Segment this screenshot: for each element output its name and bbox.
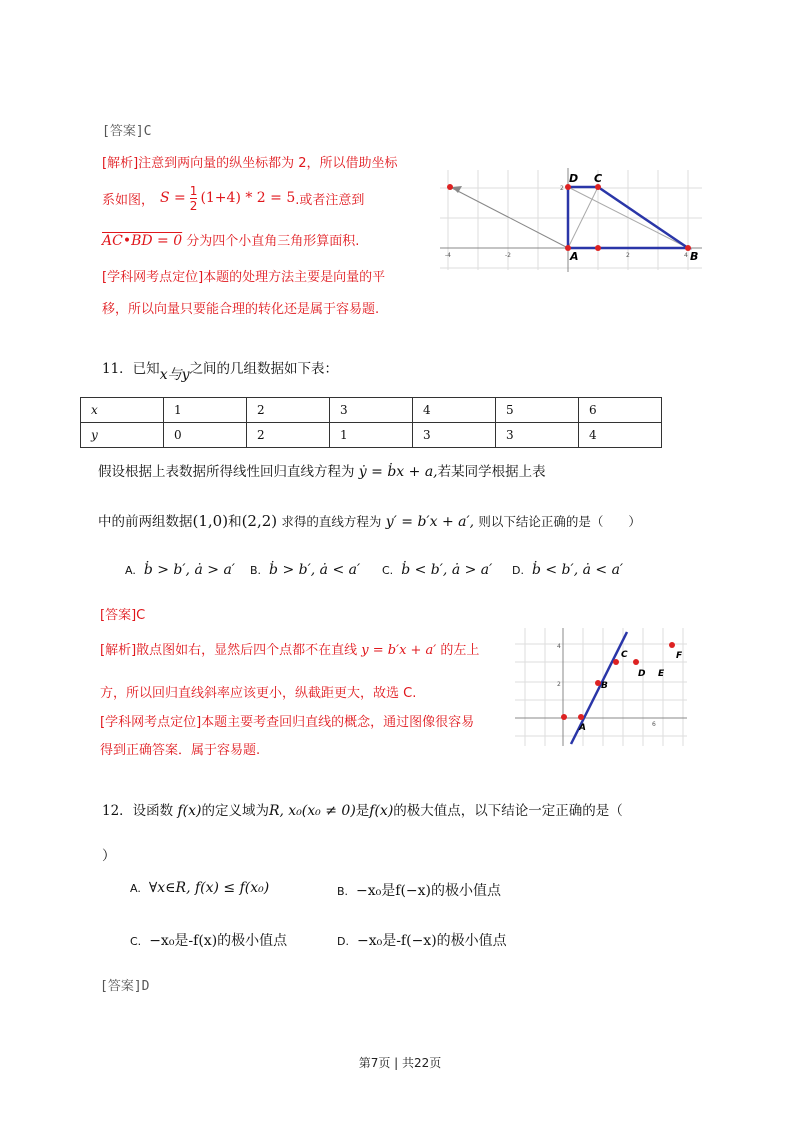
- q12-stem-mid: 的定义域为: [201, 803, 269, 819]
- q10-formula-lhs: S =: [160, 190, 186, 206]
- q11-analysis-equation: y = b′x + a′: [361, 643, 437, 658]
- q10-dot-expression: AC•BD = 0: [102, 233, 183, 249]
- q11-tick-y2: 2: [557, 681, 561, 688]
- q12-option-a: [130, 880, 269, 896]
- q11-line2-prefix: 中的前两组数据: [98, 514, 193, 530]
- q11-option-b: [250, 562, 360, 578]
- q12-stem-close: ）: [102, 848, 116, 864]
- q10-analysis-line2-prefix: 系如图，: [102, 192, 155, 208]
- option-letter: B.: [250, 564, 262, 577]
- q11-label-e: E: [658, 669, 665, 679]
- q12-option-d: [337, 930, 507, 950]
- q11-student-equation: y′ = b′x + a′,: [385, 514, 475, 530]
- q10-tick-2: 2: [626, 252, 630, 259]
- q12-stem-fx2: f(x): [369, 803, 394, 819]
- q10-formula-rhs: (1+4) * 2 = 5: [200, 190, 296, 206]
- option-letter: A.: [125, 564, 136, 577]
- q10-fraction-denominator: 2: [189, 198, 198, 213]
- q11-option-c: [382, 562, 492, 578]
- q11-point-line1: [学科网考点定位]本题主要考查回归直线的概念，通过图像很容易: [100, 715, 475, 730]
- option-letter: C.: [130, 935, 142, 948]
- q10-analysis-line3-suffix: 分为四个小直角三角形算面积.: [186, 234, 360, 249]
- q11-regression-equation: ẏ = ḃx + a,: [358, 464, 438, 480]
- q11-option-d: [512, 562, 623, 578]
- q12-stem-x0: x₀(x₀ ≠ 0): [288, 803, 356, 819]
- option-expression: ḃ > b′, ȧ > a′: [143, 562, 235, 578]
- q11-line1-suffix: 若某同学根据上表: [437, 464, 546, 480]
- q10-label-d: D: [569, 172, 579, 185]
- q12-option-c: [130, 930, 287, 950]
- q12-stem: [102, 799, 623, 819]
- q11-answer: [答案]C: [100, 608, 146, 623]
- q10-analysis-line2: [102, 180, 432, 216]
- table-cell: 6: [578, 398, 661, 423]
- table-cell: 4: [412, 398, 495, 423]
- q11-line2-mid: 求得的直线方程为: [281, 514, 382, 529]
- q10-fraction-numerator: 1: [189, 183, 198, 198]
- q12-answer: [答案]D: [100, 979, 150, 994]
- q10-formula-fraction: [190, 184, 198, 213]
- q11-label-f: F: [676, 651, 683, 661]
- q11-analysis-line1-prefix: [解析]散点图如右，显然后四个点都不在直线: [100, 643, 358, 658]
- q11-tick-y4: 4: [557, 643, 561, 650]
- q10-point-line2: 移，所以向量只要能合理的转化还是属于容易题.: [102, 302, 380, 317]
- q11-option-a: [125, 562, 235, 578]
- q11-stem-vars: x与y: [159, 367, 190, 383]
- q10-label-a: A: [570, 250, 579, 263]
- q11-point-line2: 得到正确答案．属于容易题.: [100, 743, 261, 758]
- q11-analysis-line1-suffix: 的左上: [440, 643, 480, 658]
- option-expression: ḃ < b′, ȧ < a′: [531, 562, 624, 578]
- q11-point2: (2,2): [241, 512, 278, 530]
- q10-tick-4: 4: [684, 252, 688, 259]
- q10-tick-neg4: -4: [445, 252, 451, 259]
- table-cell: 3: [412, 423, 495, 448]
- q10-analysis-line3: [102, 230, 359, 249]
- q12-stem-r: R,: [269, 803, 284, 819]
- option-letter: B.: [337, 885, 349, 898]
- q10-answer: [答案]C: [102, 124, 152, 139]
- q11-line2-suffix: 则以下结论正确的是（ ）: [478, 514, 641, 529]
- table-cell: 2: [246, 398, 329, 423]
- page-footer: 第7页 | 共22页: [358, 1056, 442, 1070]
- q12-stem-prefix: 12．设函数: [102, 803, 174, 819]
- q10-point-line1: [学科网考点定位]本题的处理方法主要是向量的平: [102, 270, 386, 285]
- table-cell: 0: [163, 423, 246, 448]
- q11-line2: [98, 510, 641, 530]
- option-expression: ḃ < b′, ȧ > a′: [401, 562, 493, 578]
- q11-point1: (1,0): [192, 512, 229, 530]
- option-letter: D.: [337, 935, 349, 948]
- q11-data-table: [80, 397, 662, 448]
- q11-label-d: D: [638, 669, 646, 679]
- table-cell: 1: [163, 398, 246, 423]
- q12-stem-fx: f(x): [177, 803, 202, 819]
- q10-analysis-line1: [解析]注意到两向量的纵坐标都为 2，所以借助坐标: [102, 156, 398, 171]
- option-letter: C.: [382, 564, 394, 577]
- table-cell: 4: [578, 423, 661, 448]
- q11-stem-prefix: 11．已知: [102, 361, 160, 377]
- q11-analysis-line1: [100, 639, 479, 658]
- q11-label-c: C: [621, 650, 628, 660]
- option-expression: −x₀是-f(−x)的极小值点: [356, 933, 507, 949]
- table-row-header: x: [81, 398, 164, 423]
- q12-stem-suffix: 的极大值点，以下结论一定正确的是（: [393, 803, 623, 819]
- table-row-header: y: [81, 423, 164, 448]
- q11-line1-prefix: 假设根据上表数据所得线性回归直线方程为: [98, 464, 355, 480]
- q10-analysis-line2-suffix: .或者注意到: [295, 192, 365, 208]
- q11-scatter-figure: [515, 628, 687, 746]
- q12-option-b: [337, 880, 501, 900]
- q11-analysis-line2: 方，所以回归直线斜率应该更小，纵截距更大，故选 C.: [100, 686, 417, 701]
- q10-label-b: B: [690, 250, 699, 263]
- table-cell: 3: [495, 423, 578, 448]
- q11-stem: [102, 357, 338, 383]
- q10-tick-neg2: -2: [505, 252, 511, 259]
- table-row: [81, 398, 662, 423]
- q11-points: [561, 642, 675, 720]
- table-row: [81, 423, 662, 448]
- option-expression: ∀x∈R, f(x) ≤ f(x₀): [148, 880, 270, 896]
- table-cell: 5: [495, 398, 578, 423]
- q11-label-a: A: [579, 723, 586, 733]
- table-cell: 2: [246, 423, 329, 448]
- option-expression: ḃ > b′, ȧ < a′: [269, 562, 361, 578]
- option-letter: D.: [512, 564, 524, 577]
- table-cell: 3: [329, 398, 412, 423]
- q11-line2-and: 和: [228, 514, 242, 530]
- q11-label-b: B: [601, 681, 608, 691]
- q11-stem-suffix: 之间的几组数据如下表：: [189, 361, 338, 377]
- q11-line1: [98, 460, 546, 480]
- option-expression: −x₀是-f(x)的极小值点: [149, 933, 288, 949]
- q10-vector-figure: [440, 160, 702, 278]
- q10-tick-y2: 2: [560, 185, 564, 192]
- q11-tick-x6: 6: [652, 721, 656, 728]
- q10-label-c: C: [594, 172, 603, 185]
- table-cell: 1: [329, 423, 412, 448]
- option-letter: A.: [130, 882, 141, 895]
- option-expression: −x₀是f(−x)的极小值点: [356, 883, 502, 899]
- q12-stem-is: 是: [355, 803, 370, 819]
